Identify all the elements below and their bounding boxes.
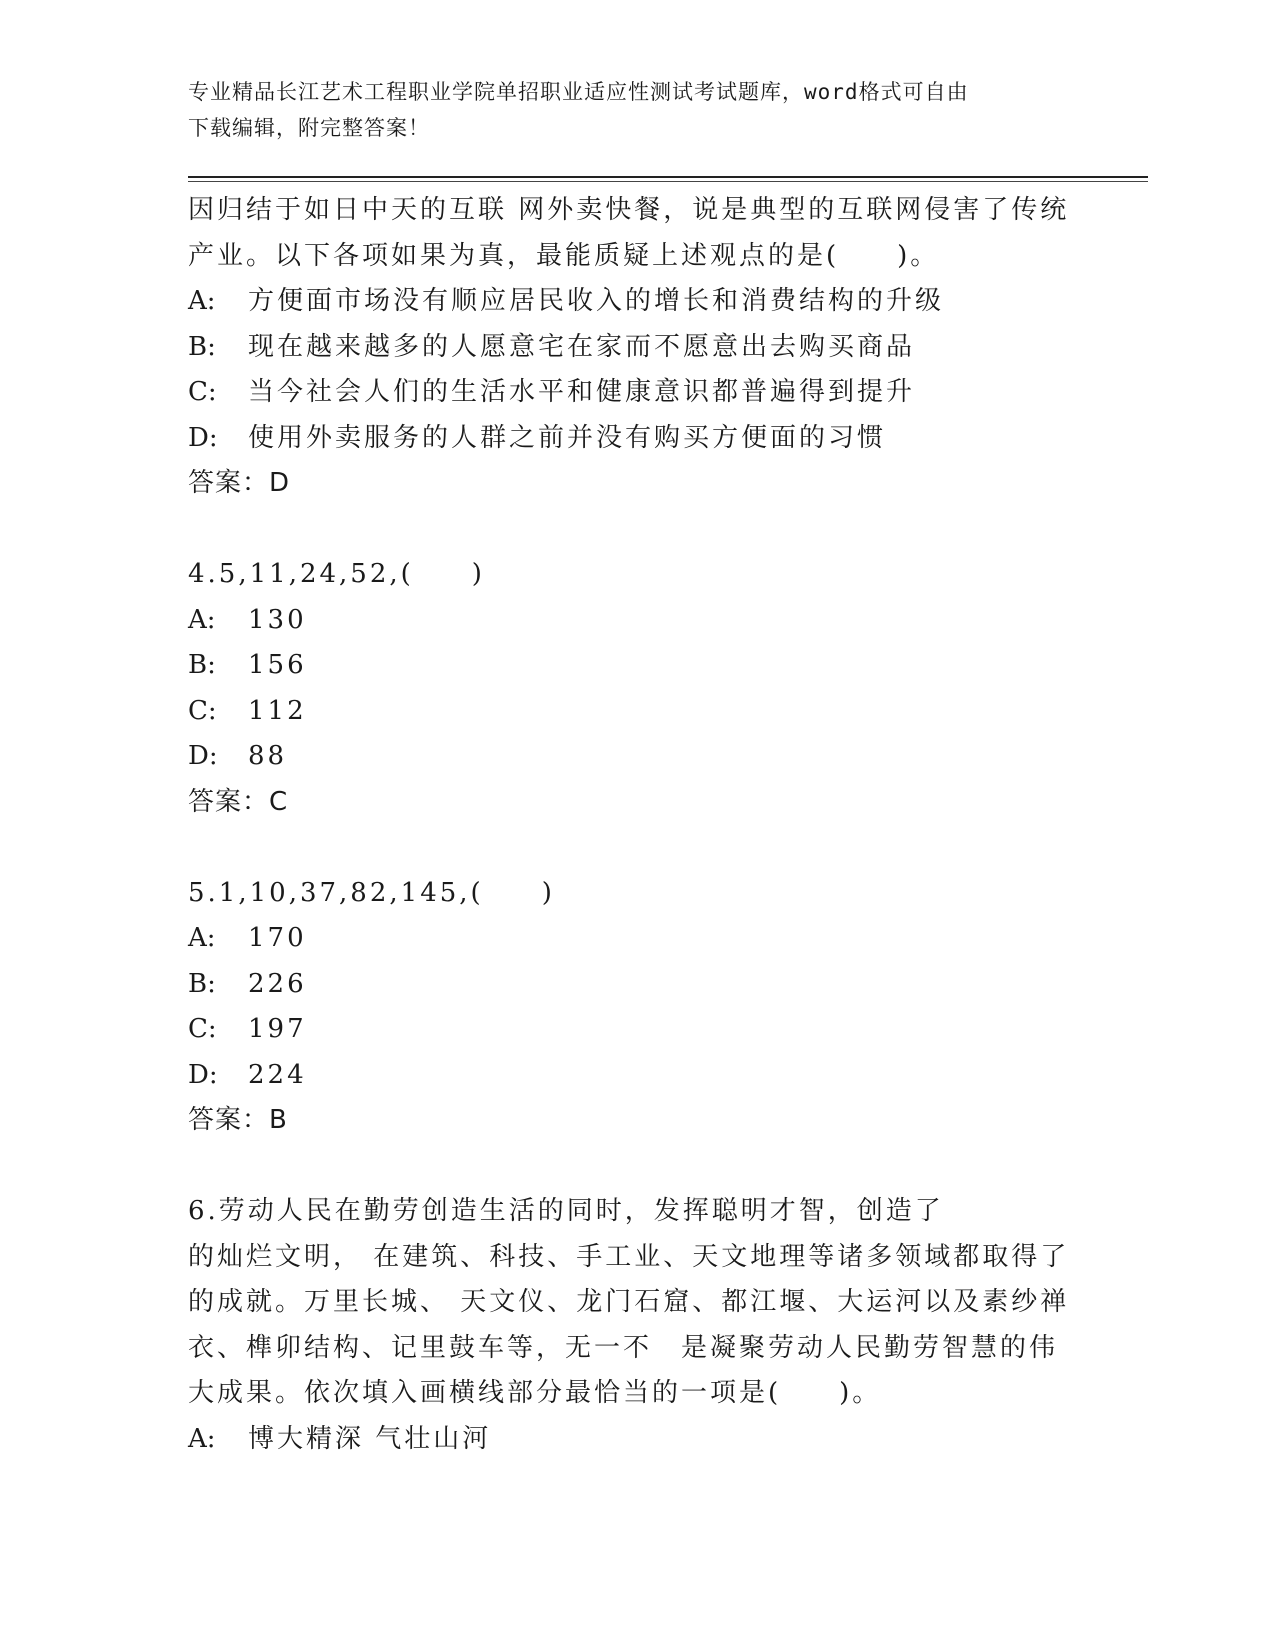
option-b — [188, 325, 1088, 371]
answer-line: 答案：D — [188, 468, 291, 498]
answer-line: 答案：B — [188, 1105, 288, 1135]
option-letter: C: — [188, 695, 217, 726]
option-d — [188, 1053, 1088, 1099]
option-c — [188, 1007, 1088, 1053]
option-text: 112 — [248, 695, 307, 726]
option-b — [188, 643, 1088, 689]
document-body — [188, 188, 1088, 1462]
option-letter: D: — [188, 1059, 218, 1090]
option-letter: A: — [188, 923, 216, 953]
option-b — [188, 962, 1088, 1008]
option-letter: C: — [188, 1014, 217, 1044]
document-header — [188, 74, 1068, 146]
header-divider-thick — [188, 176, 1148, 178]
spacer — [188, 1144, 1088, 1190]
option-c — [188, 370, 1088, 416]
option-text: 170 — [248, 923, 307, 953]
option-text: 方便面市场没有顺应居民收入的增长和消费结构的升级 — [248, 286, 945, 316]
question-3 — [188, 188, 1088, 507]
option-text: 130 — [248, 604, 307, 635]
option-text: 88 — [248, 741, 288, 771]
header-line-1: 专业精品长江艺术工程职业学院单招职业适应性测试考试题库，word格式可自由 — [188, 80, 969, 104]
option-d — [188, 734, 1088, 780]
option-text: 当今社会人们的生活水平和健康意识都普遍得到提升 — [248, 377, 916, 407]
question-stem-line: 4.5,11,24,52,( ) — [188, 559, 485, 589]
question-stem-line: 大成果。依次填入画横线部分最恰当的一项是( )。 — [188, 1378, 882, 1408]
option-text: 现在越来越多的人愿意宅在家而不愿意出去购买商品 — [248, 331, 916, 362]
option-d — [188, 416, 1088, 462]
question-6 — [188, 1189, 1088, 1462]
option-text: 226 — [248, 968, 307, 999]
option-text: 156 — [248, 650, 307, 680]
question-stem-line: 衣、榫卯结构、记里鼓车等，无一不 是凝聚劳动人民勤劳智慧的伟 — [188, 1332, 1059, 1363]
question-5 — [188, 871, 1088, 1144]
option-letter: A: — [188, 1423, 216, 1454]
option-letter: B: — [188, 968, 216, 999]
option-a — [188, 916, 1088, 962]
option-text: 使用外卖服务的人群之前并没有购买方便面的习惯 — [248, 422, 887, 453]
question-stem-line: 5.1,10,37,82,145,( ) — [188, 877, 555, 908]
option-letter: B: — [188, 331, 216, 362]
question-stem-line: 6.劳动人民在勤劳创造生活的同时，发挥聪明才智，创造了 — [188, 1196, 944, 1226]
question-stem-line: 的成就。万里长城、 天文仪、龙门石窟、都江堰、大运河以及素纱禅 — [188, 1287, 1070, 1317]
option-letter: A: — [188, 604, 216, 635]
header-line-2: 下载编辑，附完整答案！ — [188, 116, 430, 140]
spacer — [188, 825, 1088, 871]
option-c — [188, 689, 1088, 735]
option-letter: D: — [188, 741, 218, 771]
header-divider-thin — [188, 181, 1148, 182]
question-stem-line: 因归结于如日中天的互联 网外卖快餐，说是典型的互联网侵害了传统 — [188, 195, 1070, 225]
question-4 — [188, 552, 1088, 825]
option-text: 197 — [248, 1014, 307, 1044]
answer-line: 答案：C — [188, 786, 289, 817]
option-a — [188, 279, 1088, 325]
option-text: 博大精深 气壮山河 — [248, 1423, 492, 1454]
option-letter: C: — [188, 377, 217, 407]
option-letter: D: — [188, 422, 218, 453]
question-stem-line: 的灿烂文明， 在建筑、科技、手工业、天文地理等诸多领域都取得了 — [188, 1241, 1070, 1272]
option-letter: A: — [188, 286, 216, 316]
option-text: 224 — [248, 1059, 307, 1090]
spacer — [188, 507, 1088, 553]
question-stem-line: 产业。以下各项如果为真，最能质疑上述观点的是( )。 — [188, 240, 940, 271]
option-a — [188, 598, 1088, 644]
option-letter: B: — [188, 650, 216, 680]
option-a — [188, 1417, 1088, 1463]
